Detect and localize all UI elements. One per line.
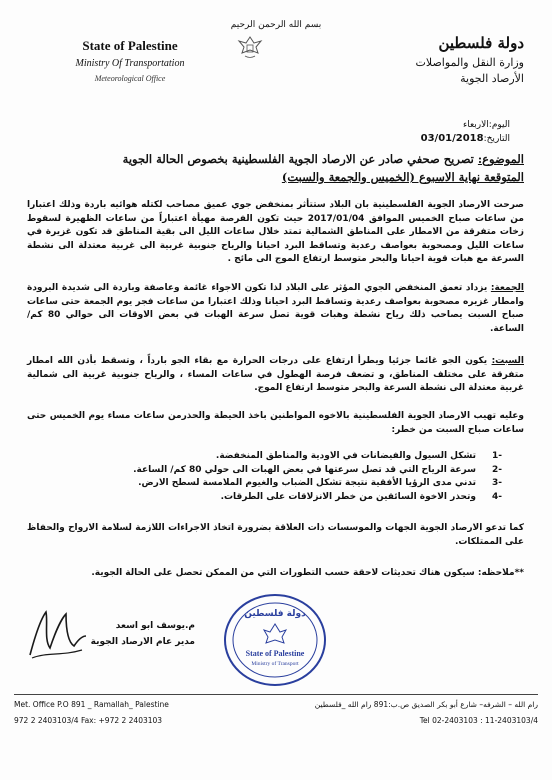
paragraph-warning-intro: وعليه تهيب الارصاد الجوية الفلسطينية بالاخوه المواطنين باخذ الحيطة والحذرمن ساعات مساء يوم الخميس حتى ساعات صباح السبت من خطر: (27, 411, 524, 435)
signatory-title: مدير عام الارصاد الجوية (90, 637, 195, 647)
list-item-number: -1 (491, 451, 502, 461)
paragraph-thursday: صرحت الارصاد الجوية الفلسطينية بان البلاد ستتأثر بمنخفض جوي عميق مصاحب لكتله هوائيه باردة وذلك اعتبارا من ساعات صباح الخميس الموافق 2017/01/04 حيث تكون الفرصة مهيأة اعتباراً من ساعات الظهيرة لسقوط زخات متفرقة من الامطار على المناطق الشمالية تمتد خلال ساعات الليل الى بقية المناطق قد تكون غزيرة في ساعات الليل ومصحوبة بعواصف رعدية وتساقط البرد احيانا والرياح جنوبية غربية الى غربية معتدلة الى نشطة السرعة مع هبات قوية احيانا والبحر متوسط ارتفاع الموج الى مائج . (27, 200, 524, 264)
list-item-number: -4 (491, 491, 502, 502)
footer-ar-address: رام الله – الشرفه– شارع أبو بكر الصديق ص.ب:891 رام الله _فلسطين (314, 700, 538, 709)
list-item-text: تدني مدى الرؤيا الأفقية نتيجة تشكل الضباب والغيوم الملامسة لسطح الارض. (138, 478, 476, 488)
list-item (82, 477, 502, 491)
header-en-office: Meteorological Office (94, 74, 166, 83)
header-en-state: State of Palestine (82, 38, 178, 53)
header-ar-office: الأرصاد الجوية (460, 72, 524, 85)
saturday-label: السبت: (491, 356, 524, 366)
list-item-text: وتحذر الاخوة السائقين من خطر الانزلاقات على الطرقات. (220, 491, 476, 502)
footer-en-address: Met. Office P.O 891 _ Ramallah_ Palestine (14, 700, 169, 709)
svg-text:دولة فلسطين: دولة فلسطين (244, 609, 306, 619)
date-label: التاريخ: (483, 134, 510, 144)
subject-line-2: المتوقعة نهاية الاسبوع (الخميس والجمعة والسبت) (281, 170, 524, 184)
friday-label: الجمعة: (490, 283, 524, 293)
svg-text:Ministry of Transport: Ministry of Transport (251, 661, 299, 667)
signatory-block (85, 618, 195, 650)
subject-line-1: تصريح صحفي صادر عن الارصاد الجوية الفلسطينية بخصوص الحالة الجوية (122, 152, 478, 166)
risk-list (82, 450, 502, 504)
paragraph-call-to-action: كما تدعو الارصاد الجوية الجهات والموسسات ذات العلاقة بضرورة اتخاذ الاجراءات اللازمة لسلامة الارواح والحفاظ على الممتلكات. (27, 523, 524, 547)
saturday-text: يكون الجو غائما جزئيا ويطرأ ارتفاع على درجات الحرارة مع بقاء الجو بارداً ، وتسقط بأذن الله امطار متفرقة على مختلف المناطق، و تضعف فرصة الهطول في ساعات المساء ، والرياح جنوبية غربية الى شمالية غربية معتدلة الى نشطة السرعة والبحر متوسط ارتفاع الموج. (27, 356, 524, 393)
header-ar-state: دولة فلسطين (438, 34, 524, 52)
list-item (82, 450, 502, 464)
signatory-name: م.يوسف ابو اسعد (115, 621, 195, 631)
svg-text:State of Palestine: State of Palestine (245, 649, 305, 658)
paragraph-saturday (27, 355, 524, 396)
list-item-text: سرعة الرياح التي قد تصل سرعتها في بعض الهبات الى حولي 80 كم/ الساعة. (133, 464, 476, 475)
list-item-text: تشكل السيول والفيضانات في الاودية والمناطق المنخفضة. (215, 451, 476, 461)
list-item-number: -3 (491, 478, 502, 488)
note: **ملاحظه: سيكون هناك تحديثات لاحقة حسب التطورات التي من الممكن تحصل على الحالة الجوية. (91, 568, 524, 578)
paragraph-friday (27, 282, 524, 336)
date-block (360, 118, 510, 146)
footer-en-phone: 972 2 2403103/4 Fax: +972 2 2403103 (14, 716, 163, 725)
friday-text: يزداد تعمق المنخفض الجوي المؤثر على البلاد لذا تكون الاجواء غائمة وعاصفة وباردة الى شديدة البرودة وامطار غزيره مصحوبة بعواصف رعدية وتساقط البرد احيانا وذلك اعتبارا من ساعات فجر يوم الجمعة حتى ساعات صباح السبت يصاحب ذلك رياح نشطة وهبات قوية تصل سرعة الهبات في بعض الاوقات الى حوالي 80 كم/ الساعة. (27, 283, 525, 334)
official-stamp (220, 590, 330, 690)
list-item-number: -2 (491, 464, 502, 475)
subject-label: الموضوع: (477, 152, 524, 166)
header-en-ministry: Ministry Of Transportation (75, 58, 185, 69)
bismillah: بسم الله الرحمن الرحيم (230, 20, 322, 30)
eagle-emblem-icon (235, 33, 265, 61)
header-arabic (364, 34, 524, 85)
subject (29, 150, 524, 186)
list-item (82, 464, 502, 478)
day-label: اليوم:الاربعاء (462, 120, 510, 130)
date-value: 03/01/2018 (420, 133, 484, 144)
list-item (82, 491, 502, 505)
footer (14, 694, 538, 727)
footer-ar-phone: Tel 02-2403103 : 11-2403103/4 (419, 716, 538, 725)
handwritten-signature (22, 600, 92, 670)
header-ar-ministry: وزارة النقل والمواصلات (415, 56, 524, 69)
header-english (55, 38, 205, 83)
